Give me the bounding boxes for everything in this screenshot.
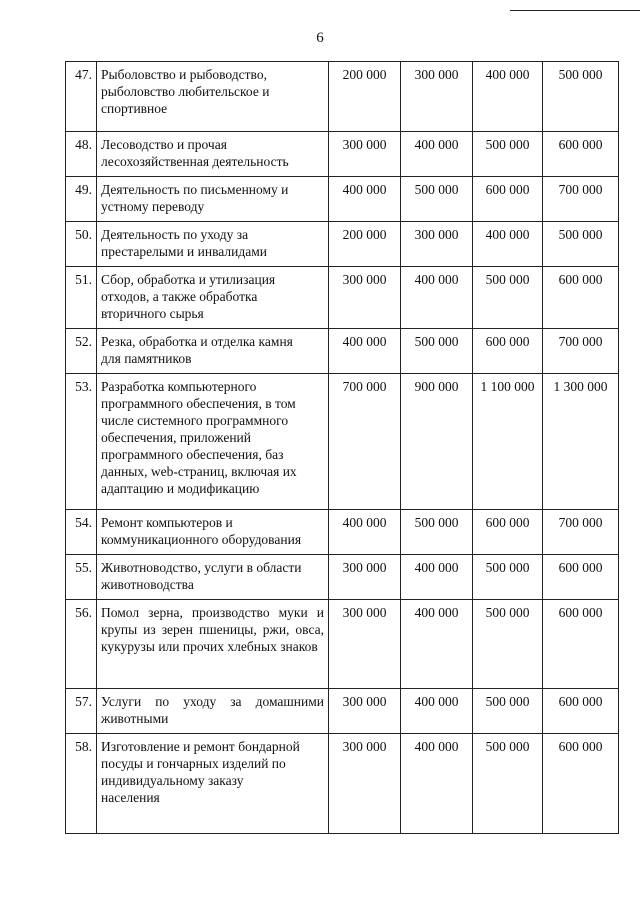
description-line: данных, web-страниц, включая их	[101, 464, 297, 479]
activity-description	[97, 374, 329, 510]
amount-cell-2: 400 000	[401, 555, 473, 600]
description-line: Помол зерна, производство муки и	[101, 605, 324, 620]
amount-cell-3: 500 000	[473, 689, 543, 734]
description-line: рыболовство любительское и	[101, 84, 270, 99]
amount-cell-2: 900 000	[401, 374, 473, 510]
row-number: 54.	[66, 510, 97, 555]
row-number: 56.	[66, 600, 97, 689]
row-number: 52.	[66, 329, 97, 374]
amount-cell-4: 700 000	[543, 329, 619, 374]
amount-cell-2: 300 000	[401, 222, 473, 267]
header-rule	[510, 10, 640, 11]
description-line: лесохозяйственная деятельность	[101, 154, 289, 169]
description-line: престарелыми и инвалидами	[101, 244, 267, 259]
amount-cell-4: 700 000	[543, 177, 619, 222]
amount-cell-4: 700 000	[543, 510, 619, 555]
description-line: Изготовление и ремонт бондарной	[101, 739, 300, 754]
row-number: 50.	[66, 222, 97, 267]
amount-cell-1: 400 000	[329, 510, 401, 555]
row-number: 47.	[66, 62, 97, 132]
table-row	[66, 600, 619, 689]
amount-cell-2: 500 000	[401, 510, 473, 555]
description-line: Сбор, обработка и утилизация	[101, 272, 276, 287]
description-line: адаптацию и модификацию	[101, 481, 260, 496]
amount-cell-3: 600 000	[473, 329, 543, 374]
activity-description	[97, 555, 329, 600]
description-line: посуды и гончарных изделий по	[101, 756, 286, 771]
activity-description	[97, 267, 329, 329]
description-line: программного обеспечения, баз	[101, 447, 284, 462]
amount-cell-2: 400 000	[401, 600, 473, 689]
table-row	[66, 62, 619, 132]
table-row	[66, 734, 619, 834]
description-line: Деятельность по письменному и	[101, 182, 289, 197]
description-line: Разработка компьютерного	[101, 379, 257, 394]
description-line: овса, кукурузы или прочих	[101, 622, 324, 654]
description-line: Резка, обработка и отделка камня	[101, 334, 293, 349]
amount-cell-3: 500 000	[473, 267, 543, 329]
amount-cell-4: 600 000	[543, 555, 619, 600]
amount-cell-1: 300 000	[329, 132, 401, 177]
table-row	[66, 132, 619, 177]
description-line: Рыболовство и рыбоводство,	[101, 67, 267, 82]
amount-cell-4: 600 000	[543, 734, 619, 834]
amount-cell-1: 300 000	[329, 600, 401, 689]
amount-cell-4: 600 000	[543, 132, 619, 177]
table-row	[66, 267, 619, 329]
amount-cell-1: 700 000	[329, 374, 401, 510]
description-line: населения	[101, 790, 160, 805]
amount-cell-1: 300 000	[329, 689, 401, 734]
description-line: числе системного программного	[101, 413, 289, 428]
row-number: 57.	[66, 689, 97, 734]
amount-cell-3: 500 000	[473, 734, 543, 834]
page-number: 6	[316, 30, 324, 46]
row-number: 49.	[66, 177, 97, 222]
row-number: 48.	[66, 132, 97, 177]
activity-table	[65, 61, 619, 834]
amount-cell-2: 500 000	[401, 329, 473, 374]
description-line: обеспечения, приложений	[101, 430, 251, 445]
table-row	[66, 555, 619, 600]
amount-cell-3: 1 100 000	[473, 374, 543, 510]
description-line: программного обеспечения, в том	[101, 396, 296, 411]
amount-cell-2: 400 000	[401, 267, 473, 329]
amount-cell-4: 600 000	[543, 267, 619, 329]
amount-cell-4: 600 000	[543, 600, 619, 689]
amount-cell-3: 400 000	[473, 62, 543, 132]
activity-description	[97, 689, 329, 734]
row-number: 55.	[66, 555, 97, 600]
amount-cell-2: 300 000	[401, 62, 473, 132]
amount-cell-1: 300 000	[329, 267, 401, 329]
amount-cell-1: 200 000	[329, 62, 401, 132]
activity-description	[97, 177, 329, 222]
description-line: животноводства	[101, 577, 194, 592]
row-number: 53.	[66, 374, 97, 510]
description-line: индивидуальному заказу	[101, 773, 244, 788]
description-line: устному переводу	[101, 199, 205, 214]
amount-cell-3: 500 000	[473, 555, 543, 600]
amount-cell-1: 400 000	[329, 177, 401, 222]
description-line: Деятельность по уходу за	[101, 227, 249, 242]
amount-cell-3: 500 000	[473, 600, 543, 689]
table-row	[66, 177, 619, 222]
amount-cell-2: 400 000	[401, 689, 473, 734]
table-row	[66, 510, 619, 555]
description-line: вторичного сырья	[101, 306, 204, 321]
table-row	[66, 374, 619, 510]
amount-cell-2: 400 000	[401, 734, 473, 834]
description-line: хлебных знаков	[227, 639, 318, 654]
activity-description	[97, 600, 329, 689]
amount-cell-4: 500 000	[543, 222, 619, 267]
description-line: животными	[101, 711, 169, 726]
activity-description	[97, 510, 329, 555]
amount-cell-1: 300 000	[329, 555, 401, 600]
row-number: 51.	[66, 267, 97, 329]
description-line: Услуги по уходу за домашними	[101, 694, 324, 709]
activity-table-body	[66, 62, 619, 834]
description-line: Ремонт компьютеров и	[101, 515, 233, 530]
amount-cell-2: 400 000	[401, 132, 473, 177]
amount-cell-3: 400 000	[473, 222, 543, 267]
activity-description	[97, 329, 329, 374]
activity-description	[97, 62, 329, 132]
description-line: коммуникационного оборудования	[101, 532, 302, 547]
row-number: 58.	[66, 734, 97, 834]
amount-cell-3: 500 000	[473, 132, 543, 177]
table-row	[66, 329, 619, 374]
amount-cell-2: 500 000	[401, 177, 473, 222]
activity-description	[97, 734, 329, 834]
description-line: для памятников	[101, 351, 192, 366]
amount-cell-3: 600 000	[473, 177, 543, 222]
description-line: крупы из зерен пшеницы, ржи,	[101, 622, 290, 637]
amount-cell-1: 300 000	[329, 734, 401, 834]
amount-cell-1: 200 000	[329, 222, 401, 267]
description-line: Лесоводство и прочая	[101, 137, 227, 152]
amount-cell-4: 500 000	[543, 62, 619, 132]
activity-description	[97, 132, 329, 177]
amount-cell-3: 600 000	[473, 510, 543, 555]
description-line: отходов, а также обработка	[101, 289, 258, 304]
amount-cell-1: 400 000	[329, 329, 401, 374]
table-row	[66, 689, 619, 734]
description-line: спортивное	[101, 101, 168, 116]
amount-cell-4: 1 300 000	[543, 374, 619, 510]
table-row	[66, 222, 619, 267]
description-line: Животноводство, услуги в области	[101, 560, 302, 575]
amount-cell-4: 600 000	[543, 689, 619, 734]
activity-description	[97, 222, 329, 267]
